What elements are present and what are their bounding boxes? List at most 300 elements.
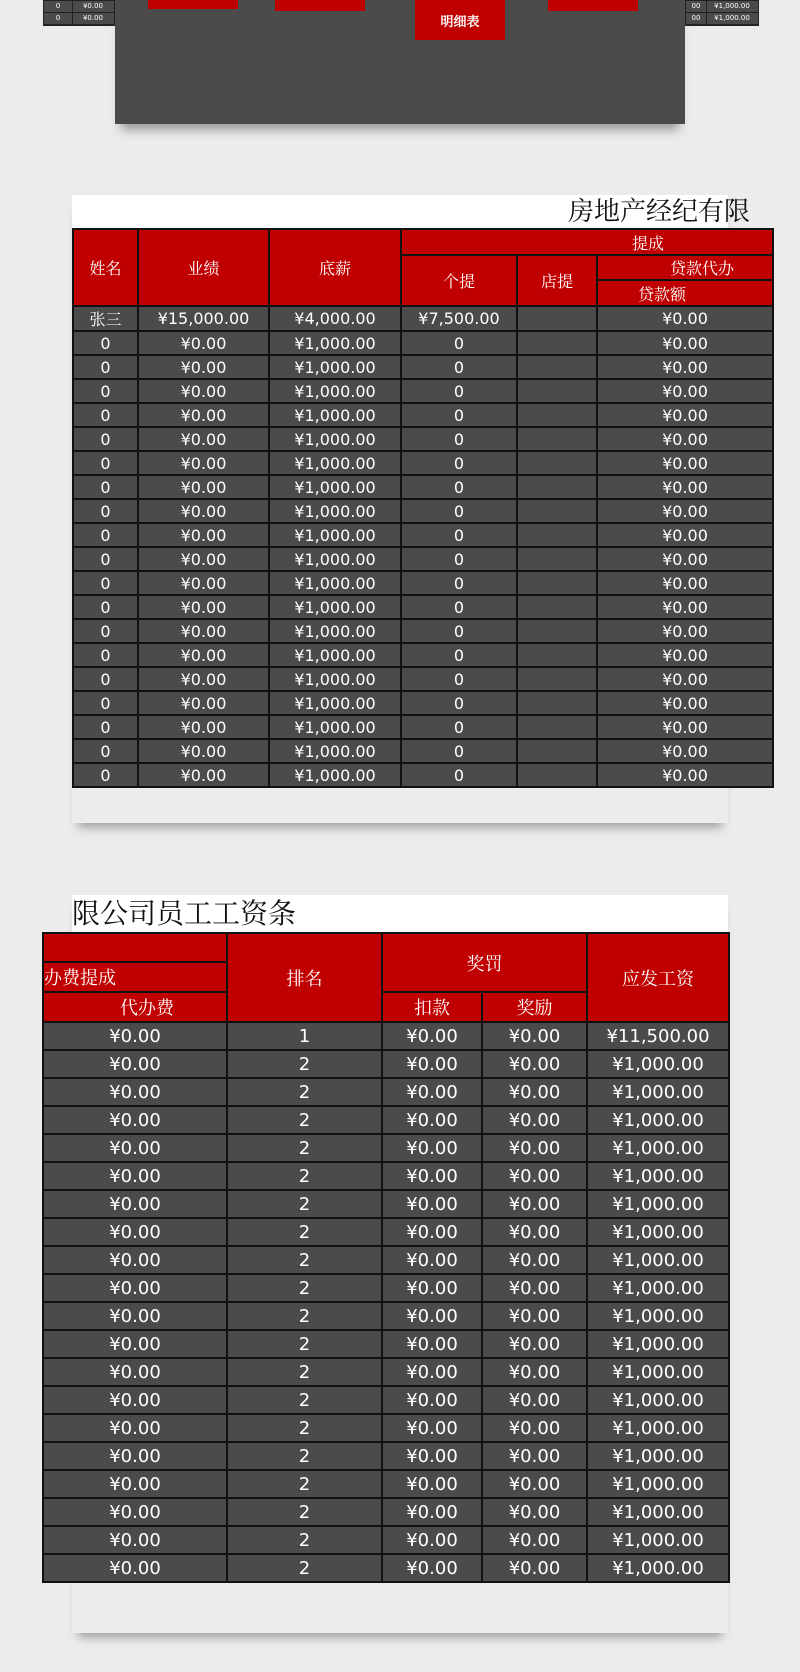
table-row — [43, 1302, 729, 1330]
cell-personal-commission[interactable]: 0 — [401, 355, 517, 379]
cell-name[interactable]: 0 — [73, 715, 138, 739]
table-row — [43, 1162, 729, 1190]
cell-name[interactable]: 0 — [73, 451, 138, 475]
cell-gross-pay[interactable]: ¥1,000.00 — [587, 1106, 729, 1134]
cell-name[interactable]: 0 — [73, 379, 138, 403]
table-row — [43, 1218, 729, 1246]
cell-personal-commission[interactable]: 0 — [401, 667, 517, 691]
cell-gross-pay[interactable]: ¥1,000.00 — [587, 1162, 729, 1190]
cell-base-salary[interactable]: ¥1,000.00 — [269, 499, 401, 523]
salary-table-2 — [42, 932, 730, 1583]
cell-store-commission[interactable] — [517, 451, 597, 475]
cell-bonus[interactable]: ¥0.00 — [482, 1218, 587, 1246]
cell-deduction[interactable]: ¥0.00 — [382, 1526, 482, 1554]
cell-deduction[interactable]: ¥0.00 — [382, 1554, 482, 1582]
cell-deduction[interactable]: ¥0.00 — [382, 1022, 482, 1050]
cell-loan-amount[interactable]: ¥0.00 — [597, 571, 773, 595]
cell-rank[interactable]: 2 — [227, 1134, 382, 1162]
cell-personal-commission[interactable]: 0 — [401, 499, 517, 523]
cell-gross-pay[interactable]: ¥1,000.00 — [587, 1414, 729, 1442]
cell-personal-commission[interactable]: 0 — [401, 619, 517, 643]
cell-performance[interactable]: ¥0.00 — [138, 643, 269, 667]
cell-agency-fee[interactable]: ¥0.00 — [43, 1134, 227, 1162]
cell-bonus[interactable]: ¥0.00 — [482, 1106, 587, 1134]
cell-loan-amount[interactable]: ¥0.00 — [597, 306, 773, 331]
cell-store-commission[interactable] — [517, 306, 597, 331]
cell-base-salary[interactable]: ¥1,000.00 — [269, 667, 401, 691]
table-row — [73, 403, 773, 427]
cell-deduction[interactable]: ¥0.00 — [382, 1218, 482, 1246]
cell-bonus[interactable]: ¥0.00 — [482, 1134, 587, 1162]
cell-rank[interactable]: 2 — [227, 1414, 382, 1442]
sheet-title: 房地产经纪有限 — [568, 197, 751, 227]
table-row — [43, 1442, 729, 1470]
cell-rank[interactable]: 2 — [227, 1386, 382, 1414]
cell-performance[interactable]: ¥0.00 — [138, 739, 269, 763]
cell-bonus[interactable]: ¥0.00 — [482, 1386, 587, 1414]
cell-performance[interactable]: ¥0.00 — [138, 667, 269, 691]
cell-performance[interactable]: ¥0.00 — [138, 475, 269, 499]
cell-gross-pay[interactable]: ¥1,000.00 — [587, 1134, 729, 1162]
cell-deduction[interactable]: ¥0.00 — [382, 1386, 482, 1414]
table-row — [73, 739, 773, 763]
table-row — [43, 1358, 729, 1386]
cell-gross-pay[interactable]: ¥1,000.00 — [587, 1218, 729, 1246]
cell-base-salary[interactable]: ¥1,000.00 — [269, 355, 401, 379]
table-row — [73, 571, 773, 595]
cell-name[interactable]: 0 — [73, 739, 138, 763]
cell-base-salary[interactable]: ¥1,000.00 — [269, 331, 401, 355]
cell-base-salary[interactable]: ¥1,000.00 — [269, 619, 401, 643]
table-row — [73, 715, 773, 739]
cell-deduction[interactable]: ¥0.00 — [382, 1498, 482, 1526]
cell-personal-commission[interactable]: 0 — [401, 595, 517, 619]
table-row — [73, 619, 773, 643]
cell-personal-commission[interactable]: 0 — [401, 451, 517, 475]
salary-table-1 — [72, 228, 774, 788]
cell-personal-commission[interactable]: 0 — [401, 523, 517, 547]
cell-loan-amount[interactable]: ¥0.00 — [597, 667, 773, 691]
cell-store-commission[interactable] — [517, 739, 597, 763]
cell-performance[interactable]: ¥0.00 — [138, 619, 269, 643]
table-row — [73, 331, 773, 355]
cell-agency-fee[interactable]: ¥0.00 — [43, 1218, 227, 1246]
cell-deduction[interactable]: ¥0.00 — [382, 1358, 482, 1386]
cell-loan-amount[interactable]: ¥0.00 — [597, 739, 773, 763]
cell-performance[interactable]: ¥0.00 — [138, 595, 269, 619]
table-row — [73, 355, 773, 379]
cell-bonus[interactable]: ¥0.00 — [482, 1470, 587, 1498]
cell-bonus[interactable]: ¥0.00 — [482, 1050, 587, 1078]
cell-store-commission[interactable] — [517, 715, 597, 739]
cell-name[interactable]: 0 — [73, 403, 138, 427]
cell-performance[interactable]: ¥0.00 — [138, 403, 269, 427]
cell-name[interactable]: 0 — [73, 691, 138, 715]
cell-base-salary[interactable]: ¥1,000.00 — [269, 643, 401, 667]
table-row — [73, 595, 773, 619]
cell-store-commission[interactable] — [517, 427, 597, 451]
cell-agency-fee[interactable]: ¥0.00 — [43, 1022, 227, 1050]
sheet-title: 限公司员工工资条 — [72, 897, 297, 930]
table-row — [43, 1554, 729, 1582]
cell-base-salary[interactable]: ¥4,000.00 — [269, 306, 401, 331]
cell-base-salary[interactable]: ¥1,000.00 — [269, 451, 401, 475]
header-loan-agency: 贷款代办 — [597, 255, 773, 280]
cell-gross-pay[interactable]: ¥1,000.00 — [587, 1554, 729, 1582]
cell-personal-commission[interactable]: 0 — [401, 691, 517, 715]
table-row — [73, 427, 773, 451]
cell-agency-fee[interactable]: ¥0.00 — [43, 1050, 227, 1078]
cell-gross-pay[interactable]: ¥1,000.00 — [587, 1330, 729, 1358]
cell-rank[interactable]: 2 — [227, 1302, 382, 1330]
header-base-salary: 底薪 — [269, 229, 401, 306]
cell-bonus[interactable]: ¥0.00 — [482, 1022, 587, 1050]
salary-sheet-part2 — [44, 895, 728, 1633]
cell-store-commission[interactable] — [517, 355, 597, 379]
cell-base-salary[interactable]: ¥1,000.00 — [269, 571, 401, 595]
cell-base-salary[interactable]: ¥1,000.00 — [269, 763, 401, 787]
cell-deduction[interactable]: ¥0.00 — [382, 1330, 482, 1358]
table-row — [73, 547, 773, 571]
cell-deduction[interactable]: ¥0.00 — [382, 1442, 482, 1470]
cell-store-commission[interactable] — [517, 643, 597, 667]
cell-name[interactable]: 0 — [73, 571, 138, 595]
header-agency-fee: 代办费 — [43, 992, 227, 1022]
cell-performance[interactable]: ¥0.00 — [138, 763, 269, 787]
cell-loan-amount[interactable]: ¥0.00 — [597, 763, 773, 787]
header-commission: 提成 — [401, 229, 773, 255]
cell-rank[interactable]: 2 — [227, 1526, 382, 1554]
preview-tab[interactable] — [275, 0, 365, 11]
preview-mini-table-right — [685, 0, 759, 26]
cell-loan-amount[interactable]: ¥0.00 — [597, 643, 773, 667]
table-row — [73, 306, 773, 331]
header-rank: 排名 — [227, 933, 382, 1022]
mini-cell: ¥1,000.00 — [714, 14, 750, 22]
cell-rank[interactable]: 2 — [227, 1218, 382, 1246]
cell-bonus[interactable]: ¥0.00 — [482, 1302, 587, 1330]
cell-gross-pay[interactable]: ¥1,000.00 — [587, 1078, 729, 1106]
preview-tab[interactable] — [148, 0, 238, 9]
table-row — [43, 1022, 729, 1050]
cell-base-salary[interactable]: ¥1,000.00 — [269, 547, 401, 571]
cell-deduction[interactable]: ¥0.00 — [382, 1302, 482, 1330]
cell-personal-commission[interactable]: 0 — [401, 547, 517, 571]
cell-gross-pay[interactable]: ¥1,000.00 — [587, 1386, 729, 1414]
cell-rank[interactable]: 2 — [227, 1358, 382, 1386]
cell-base-salary[interactable]: ¥1,000.00 — [269, 523, 401, 547]
cell-agency-fee[interactable]: ¥0.00 — [43, 1330, 227, 1358]
cell-bonus[interactable]: ¥0.00 — [482, 1358, 587, 1386]
cell-loan-amount[interactable]: ¥0.00 — [597, 403, 773, 427]
cell-agency-fee[interactable]: ¥0.00 — [43, 1554, 227, 1582]
cell-rank[interactable]: 2 — [227, 1106, 382, 1134]
cell-bonus[interactable]: ¥0.00 — [482, 1330, 587, 1358]
cell-gross-pay[interactable]: ¥1,000.00 — [587, 1190, 729, 1218]
cell-rank[interactable]: 2 — [227, 1162, 382, 1190]
mini-cell: ¥0.00 — [82, 2, 104, 10]
cell-bonus[interactable]: ¥0.00 — [482, 1274, 587, 1302]
cell-store-commission[interactable] — [517, 619, 597, 643]
cell-name[interactable]: 0 — [73, 331, 138, 355]
cell-store-commission[interactable] — [517, 763, 597, 787]
cell-rank[interactable]: 2 — [227, 1246, 382, 1274]
table-row — [43, 1246, 729, 1274]
cell-base-salary[interactable]: ¥1,000.00 — [269, 475, 401, 499]
table-row — [43, 1190, 729, 1218]
cell-store-commission[interactable] — [517, 499, 597, 523]
cell-performance[interactable]: ¥0.00 — [138, 547, 269, 571]
table-row — [43, 1050, 729, 1078]
sheet-title-bar — [72, 895, 728, 932]
cell-base-salary[interactable]: ¥1,000.00 — [269, 379, 401, 403]
cell-loan-amount[interactable]: ¥0.00 — [597, 715, 773, 739]
cell-base-salary[interactable]: ¥1,000.00 — [269, 691, 401, 715]
cell-personal-commission[interactable]: ¥7,500.00 — [401, 306, 517, 331]
cell-base-salary[interactable]: ¥1,000.00 — [269, 403, 401, 427]
preview-tab[interactable] — [548, 0, 638, 11]
table-row — [43, 1330, 729, 1358]
cell-gross-pay[interactable]: ¥11,500.00 — [587, 1022, 729, 1050]
cell-performance[interactable]: ¥0.00 — [138, 331, 269, 355]
cell-deduction[interactable]: ¥0.00 — [382, 1162, 482, 1190]
cell-bonus[interactable]: ¥0.00 — [482, 1526, 587, 1554]
table-viewport — [44, 932, 728, 1633]
cell-bonus[interactable]: ¥0.00 — [482, 1162, 587, 1190]
cell-rank[interactable]: 2 — [227, 1330, 382, 1358]
cell-gross-pay[interactable]: ¥1,000.00 — [587, 1526, 729, 1554]
header-gross-pay: 应发工资 — [587, 933, 729, 1022]
cell-agency-fee[interactable]: ¥0.00 — [43, 1414, 227, 1442]
cell-agency-fee[interactable]: ¥0.00 — [43, 1162, 227, 1190]
cell-agency-fee[interactable]: ¥0.00 — [43, 1106, 227, 1134]
cell-bonus[interactable]: ¥0.00 — [482, 1190, 587, 1218]
cell-store-commission[interactable] — [517, 667, 597, 691]
cell-name[interactable]: 0 — [73, 547, 138, 571]
cell-name[interactable]: 0 — [73, 427, 138, 451]
cell-loan-amount[interactable]: ¥0.00 — [597, 331, 773, 355]
cell-name[interactable]: 0 — [73, 667, 138, 691]
table-row — [73, 643, 773, 667]
table-row — [73, 523, 773, 547]
cell-name[interactable]: 0 — [73, 619, 138, 643]
table-row — [43, 1106, 729, 1134]
cell-name[interactable]: 张三 — [73, 306, 138, 331]
table-row — [73, 667, 773, 691]
table-row — [43, 1386, 729, 1414]
table-row — [73, 451, 773, 475]
cell-gross-pay[interactable]: ¥1,000.00 — [587, 1302, 729, 1330]
table-row — [43, 1526, 729, 1554]
cell-rank[interactable]: 1 — [227, 1022, 382, 1050]
mini-cell: 00 — [686, 1, 707, 12]
cell-performance[interactable]: ¥0.00 — [138, 571, 269, 595]
cell-rank[interactable]: 2 — [227, 1078, 382, 1106]
cell-store-commission[interactable] — [517, 691, 597, 715]
cell-base-salary[interactable]: ¥1,000.00 — [269, 715, 401, 739]
cell-gross-pay[interactable]: ¥1,000.00 — [587, 1358, 729, 1386]
cell-loan-amount[interactable]: ¥0.00 — [597, 475, 773, 499]
header-loan-amount: 贷款额 — [597, 280, 773, 306]
cell-deduction[interactable]: ¥0.00 — [382, 1134, 482, 1162]
cell-gross-pay[interactable]: ¥1,000.00 — [587, 1498, 729, 1526]
cell-base-salary[interactable]: ¥1,000.00 — [269, 739, 401, 763]
detail-sheet-tab[interactable]: 明细表 — [415, 0, 505, 40]
preview-panel — [115, 0, 685, 124]
table-row — [43, 1078, 729, 1106]
cell-bonus[interactable]: ¥0.00 — [482, 1414, 587, 1442]
mini-cell: 00 — [686, 13, 707, 24]
mini-cell: 0 — [44, 1, 73, 12]
cell-store-commission[interactable] — [517, 595, 597, 619]
cell-deduction[interactable]: ¥0.00 — [382, 1050, 482, 1078]
cell-performance[interactable]: ¥0.00 — [138, 427, 269, 451]
table-row — [73, 691, 773, 715]
cell-base-salary[interactable]: ¥1,000.00 — [269, 427, 401, 451]
cell-bonus[interactable]: ¥0.00 — [482, 1078, 587, 1106]
cell-deduction[interactable]: ¥0.00 — [382, 1414, 482, 1442]
header-performance: 业绩 — [138, 229, 269, 306]
header-deduction: 扣款 — [382, 992, 482, 1022]
cell-performance[interactable]: ¥0.00 — [138, 523, 269, 547]
cell-performance[interactable]: ¥0.00 — [138, 499, 269, 523]
cell-bonus[interactable]: ¥0.00 — [482, 1498, 587, 1526]
cell-gross-pay[interactable]: ¥1,000.00 — [587, 1274, 729, 1302]
cell-name[interactable]: 0 — [73, 643, 138, 667]
cell-gross-pay[interactable]: ¥1,000.00 — [587, 1050, 729, 1078]
table-row — [43, 1274, 729, 1302]
cell-agency-fee[interactable]: ¥0.00 — [43, 1358, 227, 1386]
header-reward-penalty: 奖罚 — [382, 933, 587, 992]
cell-personal-commission[interactable]: 0 — [401, 571, 517, 595]
cell-loan-amount[interactable]: ¥0.00 — [597, 427, 773, 451]
cell-deduction[interactable]: ¥0.00 — [382, 1246, 482, 1274]
cell-deduction[interactable]: ¥0.00 — [382, 1274, 482, 1302]
cell-loan-amount[interactable]: ¥0.00 — [597, 379, 773, 403]
table-row — [43, 1134, 729, 1162]
mini-cell: ¥0.00 — [82, 14, 104, 22]
table-row — [73, 763, 773, 787]
cell-personal-commission[interactable]: 0 — [401, 739, 517, 763]
cell-store-commission[interactable] — [517, 379, 597, 403]
cell-loan-amount[interactable]: ¥0.00 — [597, 451, 773, 475]
cell-deduction[interactable]: ¥0.00 — [382, 1470, 482, 1498]
cell-agency-fee[interactable]: ¥0.00 — [43, 1526, 227, 1554]
cell-personal-commission[interactable]: 0 — [401, 403, 517, 427]
cell-store-commission[interactable] — [517, 571, 597, 595]
cell-deduction[interactable]: ¥0.00 — [382, 1190, 482, 1218]
mini-cell: ¥1,000.00 — [714, 2, 750, 10]
cell-agency-fee[interactable]: ¥0.00 — [43, 1274, 227, 1302]
table-row — [73, 379, 773, 403]
cell-agency-fee[interactable]: ¥0.00 — [43, 1386, 227, 1414]
cell-rank[interactable]: 2 — [227, 1274, 382, 1302]
cell-loan-amount[interactable]: ¥0.00 — [597, 595, 773, 619]
cell-personal-commission[interactable]: 0 — [401, 763, 517, 787]
cell-performance[interactable]: ¥0.00 — [138, 691, 269, 715]
preview-mini-table-left — [43, 0, 115, 26]
cell-loan-amount[interactable]: ¥0.00 — [597, 499, 773, 523]
cell-agency-fee[interactable]: ¥0.00 — [43, 1470, 227, 1498]
cell-name[interactable]: 0 — [73, 355, 138, 379]
cell-personal-commission[interactable]: 0 — [401, 475, 517, 499]
cell-rank[interactable]: 2 — [227, 1050, 382, 1078]
cell-loan-amount[interactable]: ¥0.00 — [597, 355, 773, 379]
header-blank — [43, 933, 227, 962]
header-personal: 个提 — [401, 255, 517, 306]
cell-personal-commission[interactable]: 0 — [401, 427, 517, 451]
table-row — [43, 1470, 729, 1498]
mini-cell: 0 — [44, 13, 73, 24]
cell-gross-pay[interactable]: ¥1,000.00 — [587, 1246, 729, 1274]
cell-deduction[interactable]: ¥0.00 — [382, 1078, 482, 1106]
cell-agency-fee[interactable]: ¥0.00 — [43, 1190, 227, 1218]
cell-bonus[interactable]: ¥0.00 — [482, 1246, 587, 1274]
cell-bonus[interactable]: ¥0.00 — [482, 1554, 587, 1582]
cell-rank[interactable]: 2 — [227, 1190, 382, 1218]
cell-deduction[interactable]: ¥0.00 — [382, 1106, 482, 1134]
cell-performance[interactable]: ¥0.00 — [138, 379, 269, 403]
header-name: 姓名 — [73, 229, 138, 306]
cell-bonus[interactable]: ¥0.00 — [482, 1442, 587, 1470]
cell-store-commission[interactable] — [517, 547, 597, 571]
header-agency-commission: 办费提成 — [43, 962, 227, 992]
cell-base-salary[interactable]: ¥1,000.00 — [269, 595, 401, 619]
cell-performance[interactable]: ¥0.00 — [138, 355, 269, 379]
cell-name[interactable]: 0 — [73, 763, 138, 787]
cell-agency-fee[interactable]: ¥0.00 — [43, 1078, 227, 1106]
sheet-title-bar — [72, 195, 751, 229]
table-row — [43, 1498, 729, 1526]
cell-performance[interactable]: ¥0.00 — [138, 451, 269, 475]
cell-store-commission[interactable] — [517, 475, 597, 499]
cell-name[interactable]: 0 — [73, 475, 138, 499]
header-bonus: 奖励 — [482, 992, 587, 1022]
cell-loan-amount[interactable]: ¥0.00 — [597, 691, 773, 715]
cell-agency-fee[interactable]: ¥0.00 — [43, 1246, 227, 1274]
salary-sheet-part1 — [72, 195, 751, 823]
cell-agency-fee[interactable]: ¥0.00 — [43, 1498, 227, 1526]
cell-rank[interactable]: 2 — [227, 1470, 382, 1498]
cell-gross-pay[interactable]: ¥1,000.00 — [587, 1470, 729, 1498]
cell-personal-commission[interactable]: 0 — [401, 379, 517, 403]
table-row — [73, 475, 773, 499]
cell-personal-commission[interactable]: 0 — [401, 643, 517, 667]
table-viewport — [72, 228, 735, 824]
cell-rank[interactable]: 2 — [227, 1554, 382, 1582]
cell-agency-fee[interactable]: ¥0.00 — [43, 1302, 227, 1330]
cell-performance[interactable]: ¥0.00 — [138, 715, 269, 739]
cell-name[interactable]: 0 — [73, 499, 138, 523]
table-row — [73, 499, 773, 523]
cell-rank[interactable]: 2 — [227, 1442, 382, 1470]
cell-name[interactable]: 0 — [73, 523, 138, 547]
cell-name[interactable]: 0 — [73, 595, 138, 619]
cell-loan-amount[interactable]: ¥0.00 — [597, 523, 773, 547]
cell-loan-amount[interactable]: ¥0.00 — [597, 619, 773, 643]
cell-store-commission[interactable] — [517, 403, 597, 427]
cell-loan-amount[interactable]: ¥0.00 — [597, 547, 773, 571]
cell-gross-pay[interactable]: ¥1,000.00 — [587, 1442, 729, 1470]
cell-rank[interactable]: 2 — [227, 1498, 382, 1526]
cell-store-commission[interactable] — [517, 331, 597, 355]
cell-personal-commission[interactable]: 0 — [401, 331, 517, 355]
cell-personal-commission[interactable]: 0 — [401, 715, 517, 739]
header-store: 店提 — [517, 255, 597, 306]
cell-agency-fee[interactable]: ¥0.00 — [43, 1442, 227, 1470]
cell-store-commission[interactable] — [517, 523, 597, 547]
cell-performance[interactable]: ¥15,000.00 — [138, 306, 269, 331]
